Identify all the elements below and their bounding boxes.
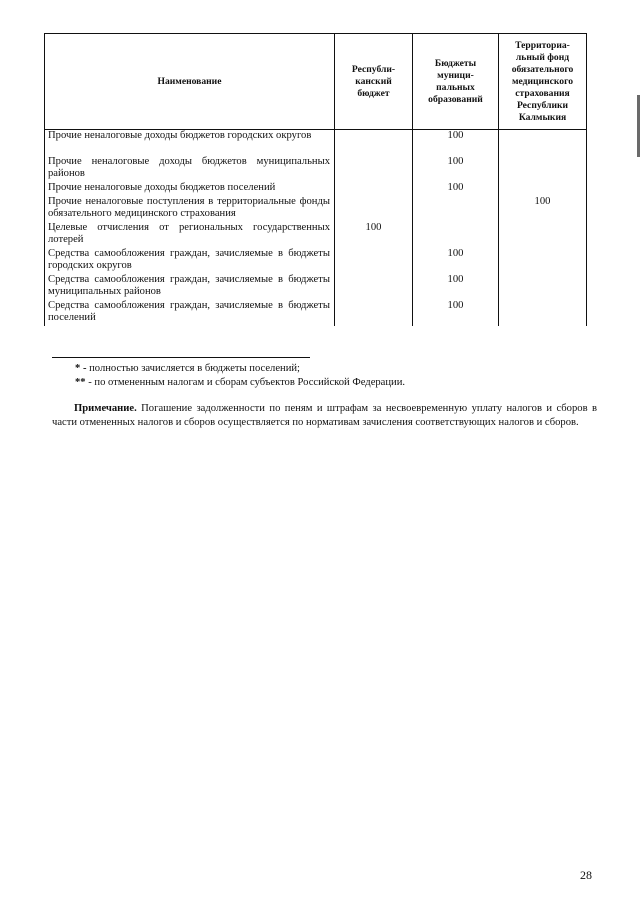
row-republic-value (335, 156, 413, 182)
row-fund-value (499, 156, 587, 182)
header-municipal-budgets: Бюджеты муници- пальных образований (413, 34, 499, 130)
table-row (45, 156, 587, 182)
row-name: Прочие неналоговые поступления в территориальные фонды обязательного медицинского страхования (45, 196, 335, 222)
row-fund-value (499, 248, 587, 274)
row-fund-value: 100 (499, 196, 587, 222)
header-territorial-fund: Территориа- льный фонд обязательного медицинского страхования Республики Калмыкия (499, 34, 587, 130)
footnote (75, 362, 300, 375)
row-name: Прочие неналоговые доходы бюджетов поселений (45, 182, 335, 196)
row-fund-value (499, 182, 587, 196)
row-municipal-value: 100 (413, 130, 499, 156)
row-name: Средства самообложения граждан, зачисляемые в бюджеты городских округов (45, 248, 335, 274)
header-republic-budget: Республи- канский бюджет (335, 34, 413, 130)
row-municipal-value: 100 (413, 248, 499, 274)
row-republic-value (335, 248, 413, 274)
row-municipal-value: 100 (413, 182, 499, 196)
table-row (45, 274, 587, 300)
row-republic-value (335, 182, 413, 196)
row-fund-value (499, 130, 587, 156)
row-fund-value (499, 222, 587, 248)
row-municipal-value: 100 (413, 300, 499, 326)
row-municipal-value: 100 (413, 156, 499, 182)
table-row (45, 182, 587, 196)
footnote-mark: ** (75, 377, 86, 388)
table-row (45, 222, 587, 248)
note-label: Примечание. (74, 403, 137, 414)
note-paragraph (52, 402, 597, 430)
row-municipal-value: 100 (413, 274, 499, 300)
row-republic-value: 100 (335, 222, 413, 248)
row-fund-value (499, 274, 587, 300)
table-row (45, 248, 587, 274)
row-name: Прочие неналоговые доходы бюджетов муниципальных районов (45, 156, 335, 182)
row-municipal-value (413, 196, 499, 222)
footnote (75, 376, 405, 389)
footnote-text: - по отмененным налогам и сборам субъектов Российской Федерации. (85, 377, 406, 388)
row-name: Средства самообложения граждан, зачисляемые в бюджеты муниципальных районов (45, 274, 335, 300)
row-republic-value (335, 300, 413, 326)
table-row (45, 196, 587, 222)
footnote-separator (52, 357, 310, 358)
table-header-row (45, 34, 587, 130)
table-row (45, 300, 587, 326)
row-republic-value (335, 274, 413, 300)
footnote-mark: * - (75, 363, 87, 374)
row-republic-value (335, 130, 413, 156)
header-name: Наименование (45, 34, 335, 130)
table-row (45, 130, 587, 156)
footnote-text: полностью зачисляется в бюджеты поселений; (86, 363, 300, 374)
page-number: 28 (580, 868, 592, 882)
row-name: Средства самообложения граждан, зачисляемые в бюджеты поселений (45, 300, 335, 326)
row-municipal-value (413, 222, 499, 248)
row-republic-value (335, 196, 413, 222)
note-text: Погашение задолженности по пеням и штрафам за несвоевременную уплату налогов и сборов в части отмененных налогов и сборов осуществляется по нормативам зачисления соответствующих налогов и сборов. (52, 403, 597, 428)
row-name: Прочие неналоговые доходы бюджетов городских округов (45, 130, 335, 156)
revenue-distribution-table (44, 33, 587, 326)
row-name: Целевые отчисления от региональных государственных лотерей (45, 222, 335, 248)
row-fund-value (499, 300, 587, 326)
